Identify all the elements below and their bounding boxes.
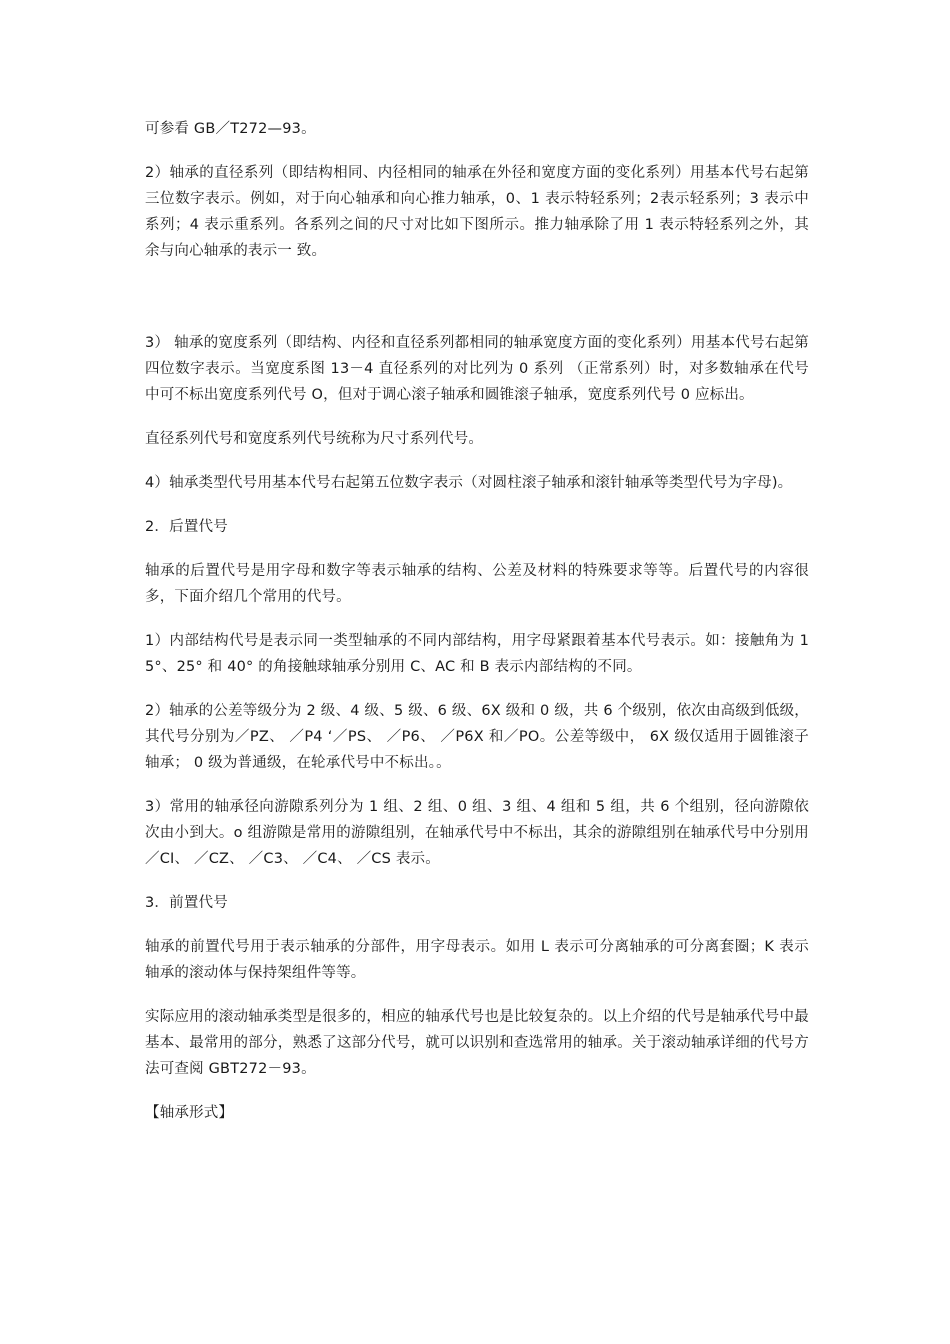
document-body — [145, 116, 809, 1126]
heading-prefix-code: 3．前置代号 — [145, 895, 228, 911]
paragraph-reference: 可参看 GB／T272—93。 — [145, 121, 316, 137]
paragraph-internal-structure: 1）内部结构代号是表示同一类型轴承的不同内部结构，用字母紧跟着基本代号表示。如：接触角为 15°、25° 和 40° 的角接触球轴承分别用 C、AC 和 B 表示内部结构的不同。 — [145, 633, 809, 675]
paragraph-radial-clearance: 3）常用的轴承径向游隙系列分为 1 组、2 组、0 组、3 组、4 组和 5 组，共 6 个组别，径向游隙依次由小到大。o 组游隙是常用的游隙组别，在轴承代号中不标出，其余的游隙组别在轴承代号中分别用／CI、 ／CZ、 ／C3、 ／C4、 ／CS 表示。 — [145, 799, 809, 867]
paragraph-type-code: 4）轴承类型代号用基本代号右起第五位数字表示（对圆柱滚子轴承和滚针轴承等类型代号为字母)。 — [145, 475, 793, 491]
paragraph-suffix-intro: 轴承的后置代号是用字母和数字等表示轴承的结构、公差及材料的特殊要求等等。后置代号的内容很多，下面介绍几个常用的代号。 — [145, 563, 809, 605]
paragraph-diameter-series: 2）轴承的直径系列（即结构相同、内径相同的轴承在外径和宽度方面的变化系列）用基本代号右起第三位数字表示。例如，对于向心轴承和向心推力轴承，0、1 表示特轻系列；2表示轻系列；3 表示中系列；4 表示重系列。各系列之间的尺寸对比如下图所示。推力轴承除了用 1 表示特轻系列之外，其余与向心轴承的表示一 致。 — [145, 165, 809, 259]
paragraph-summary: 实际应用的滚动轴承类型是很多的，相应的轴承代号也是比较复杂的。以上介绍的代号是轴承代号中最基本、最常用的部分，熟悉了这部分代号，就可以识别和查选常用的轴承。关于滚动轴承详细的代号方法可查阅 GBT272－93。 — [145, 1009, 809, 1077]
paragraph-width-series: 3） 轴承的宽度系列（即结构、内径和直径系列都相同的轴承宽度方面的变化系列）用基本代号右起第四位数字表示。当宽度系图 13－4 直径系列的对比列为 0 系列 （正常系列）时，对多数轴承在代号中可不标出宽度系列代号 O，但对于调心滚子轴承和圆锥滚子轴承，宽度系列代号 0 应标出。 — [145, 335, 809, 403]
paragraph-dimension-series: 直径系列代号和宽度系列代号统称为尺寸系列代号。 — [145, 431, 484, 447]
heading-suffix-code: 2．后置代号 — [145, 519, 228, 535]
paragraph-tolerance-grade: 2）轴承的公差等级分为 2 级、4 级、5 级、6 级、6X 级和 0 级，共 6 个级别，依次由高级到低级，其代号分别为／PZ、 ／P4 ‘／PS、 ／P6、 ／P6X 和／PO。公差等级中， 6X 级仅适用于圆锥滚子轴承； 0 级为普通级，在轮承代号中不标出。。 — [145, 703, 809, 771]
paragraph-prefix-code: 轴承的前置代号用于表示轴承的分部件，用字母表示。如用 L 表示可分离轴承的可分离套圈；K 表示轴承的滚动体与保持架组件等等。 — [145, 939, 809, 981]
section-title-bearing-forms: 【轴承形式】 — [145, 1105, 234, 1121]
